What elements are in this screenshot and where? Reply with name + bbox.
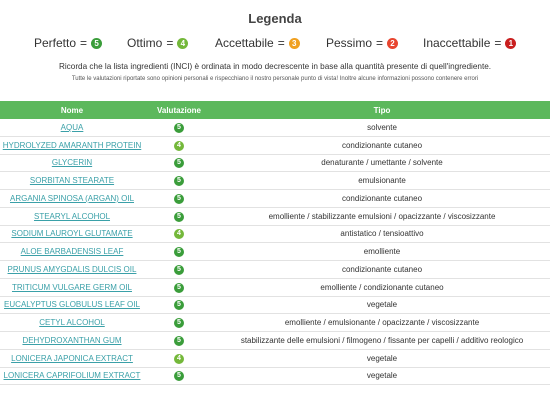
- rating-cell: [144, 193, 214, 204]
- equals-sign: =: [277, 36, 285, 50]
- header-rating: Valutazione: [156, 105, 201, 115]
- header-name: Nome: [60, 105, 84, 115]
- ingredient-link[interactable]: ALOE BARBADENSIS LEAF: [20, 247, 124, 257]
- ingredient-type-cell: emulsionante: [358, 176, 406, 186]
- table-row: [0, 297, 550, 315]
- ingredient-link[interactable]: DEHYDROXANTHAN GUM: [22, 335, 122, 345]
- rating-cell: [144, 353, 214, 364]
- rating-badge: 2: [387, 38, 398, 49]
- ingredient-name-cell: [0, 158, 144, 167]
- legend-item-pessimo: [326, 36, 398, 50]
- ingredient-name-cell: [0, 123, 144, 132]
- rating-badge: 5: [174, 123, 184, 133]
- rating-cell: [144, 246, 214, 257]
- rating-cell: [144, 157, 214, 168]
- legend-label: Ottimo: [127, 36, 163, 50]
- rating-badge: 4: [174, 141, 184, 151]
- ingredient-link[interactable]: EUCALYPTUS GLOBULUS LEAF OIL: [4, 300, 140, 310]
- legend-title: Legenda: [248, 11, 302, 26]
- ingredient-link[interactable]: CETYL ALCOHOL: [39, 318, 105, 328]
- rating-badge: 5: [174, 283, 184, 293]
- ingredient-type-cell: antistatico / tensioattivo: [340, 229, 424, 239]
- rating-badge: 5: [174, 300, 184, 310]
- ingredient-type-cell: solvente: [367, 122, 397, 132]
- ingredient-link[interactable]: ARGANIA SPINOSA (ARGAN) OIL: [9, 193, 135, 203]
- ingredient-type-cell: vegetale: [366, 300, 398, 310]
- ingredient-name-cell: [0, 141, 144, 150]
- ingredient-name-cell: [0, 336, 144, 345]
- ingredient-link[interactable]: GLYCERIN: [51, 158, 93, 168]
- ingredient-link[interactable]: SORBITAN STEARATE: [29, 176, 115, 186]
- legend-label: Perfetto: [34, 36, 77, 50]
- rating-badge: 5: [174, 176, 184, 186]
- ingredient-link[interactable]: LONICERA JAPONICA EXTRACT: [11, 353, 133, 363]
- rating-badge: 5: [174, 194, 184, 204]
- table-row: [0, 314, 550, 332]
- rating-badge: 4: [174, 229, 184, 239]
- table-row: [0, 350, 550, 368]
- ingredient-name-cell: [0, 300, 144, 309]
- ingredient-link[interactable]: SODIUM LAUROYL GLUTAMATE: [11, 229, 133, 239]
- ingredient-name-cell: [0, 371, 144, 380]
- ingredient-link[interactable]: STEARYL ALCOHOL: [33, 211, 111, 221]
- equals-sign: =: [376, 36, 384, 50]
- rating-badge: 5: [91, 38, 102, 49]
- header-type: Tipo: [373, 105, 391, 115]
- equals-sign: =: [166, 36, 174, 50]
- rating-cell: [144, 264, 214, 275]
- table-row: [0, 261, 550, 279]
- rating-cell: [144, 317, 214, 328]
- ingredient-name-cell: [0, 318, 144, 327]
- table-row: [0, 137, 550, 155]
- ingredient-type-cell: condizionante cutaneo: [341, 140, 423, 150]
- ingredient-name-cell: [0, 283, 144, 292]
- ingredient-name-cell: [0, 176, 144, 185]
- rating-cell: [144, 335, 214, 346]
- table-row: [0, 172, 550, 190]
- ingredient-name-cell: [0, 265, 144, 274]
- rating-badge: 5: [174, 158, 184, 168]
- ingredient-link[interactable]: PRUNUS AMYGDALIS DULCIS OIL: [7, 264, 137, 274]
- rating-badge: 4: [174, 354, 184, 364]
- ingredient-type-cell: condizionante cutaneo: [341, 193, 423, 203]
- equals-sign: =: [494, 36, 502, 50]
- table-body: [0, 119, 550, 385]
- legend-item-accettabile: [215, 36, 300, 50]
- table-row: [0, 332, 550, 350]
- rating-badge: 5: [174, 371, 184, 381]
- table-row: [0, 243, 550, 261]
- equals-sign: =: [80, 36, 88, 50]
- table-row: [0, 190, 550, 208]
- ingredient-name-cell: [0, 194, 144, 203]
- disclaimer-note: Tutte le valutazioni riportate sono opinioni personali e rispecchiano il nostro personale punto di vista! Inoltre alcune informazioni possono contenere errori: [71, 76, 479, 82]
- ingredient-link[interactable]: TRITICUM VULGARE GERM OIL: [11, 282, 132, 292]
- table-header: [0, 101, 550, 119]
- rating-cell: [144, 122, 214, 133]
- ingredient-name-cell: [0, 229, 144, 238]
- table-row: [0, 119, 550, 137]
- ingredient-link[interactable]: HYDROLYZED AMARANTH PROTEIN: [2, 140, 142, 150]
- ingredient-type-cell: emolliente / condizionante cutaneo: [320, 282, 444, 292]
- rating-cell: [144, 140, 214, 151]
- rating-badge: 1: [505, 38, 516, 49]
- table-row: [0, 208, 550, 226]
- rating-cell: [144, 282, 214, 293]
- rating-badge: 5: [174, 318, 184, 328]
- ingredients-table: [0, 101, 550, 385]
- rating-cell: [144, 228, 214, 239]
- rating-badge: 5: [174, 336, 184, 346]
- table-row: [0, 226, 550, 244]
- ingredient-type-cell: stabilizzante delle emulsioni / filmogeno / fissante per capelli / additivo reologico: [240, 335, 524, 345]
- rating-cell: [144, 370, 214, 381]
- ingredient-type-cell: condizionante cutaneo: [341, 264, 423, 274]
- ingredient-link[interactable]: AQUA: [60, 122, 84, 132]
- rating-cell: [144, 211, 214, 222]
- ingredient-type-cell: emolliente / emulsionante / opacizzante / viscosizzante: [284, 318, 480, 328]
- ingredient-type-cell: emolliente / stabilizzante emulsioni / opacizzante / viscosizzante: [268, 211, 496, 221]
- rating-badge: 5: [174, 265, 184, 275]
- rating-badge: 5: [174, 247, 184, 257]
- legend-label: Inaccettabile: [423, 36, 491, 50]
- rating-cell: [144, 299, 214, 310]
- ingredient-type-cell: vegetale: [366, 371, 398, 381]
- legend-row: [0, 36, 550, 52]
- table-row: [0, 155, 550, 173]
- rating-cell: [144, 175, 214, 186]
- ingredient-type-cell: emolliente: [363, 247, 401, 257]
- ingredient-name-cell: [0, 354, 144, 363]
- legend-label: Accettabile: [215, 36, 274, 50]
- table-row: [0, 279, 550, 297]
- ingredient-type-cell: denaturante / umettante / solvente: [321, 158, 443, 168]
- ingredient-link[interactable]: LONICERA CAPRIFOLIUM EXTRACT: [3, 371, 141, 381]
- ingredient-type-cell: vegetale: [366, 353, 398, 363]
- legend-item-inaccettabile: [423, 36, 516, 50]
- ingredient-name-cell: [0, 247, 144, 256]
- legend-item-ottimo: [127, 36, 188, 50]
- legend-label: Pessimo: [326, 36, 373, 50]
- legend-item-perfetto: [34, 36, 102, 50]
- ingredient-name-cell: [0, 212, 144, 221]
- table-row: [0, 368, 550, 386]
- inci-order-note: Ricorda che la lista ingredienti (INCI) è ordinata in modo decrescente in base alla quantità presente di quell'ingrediente.: [58, 62, 492, 71]
- rating-badge: 3: [289, 38, 300, 49]
- rating-badge: 4: [177, 38, 188, 49]
- rating-badge: 5: [174, 212, 184, 222]
